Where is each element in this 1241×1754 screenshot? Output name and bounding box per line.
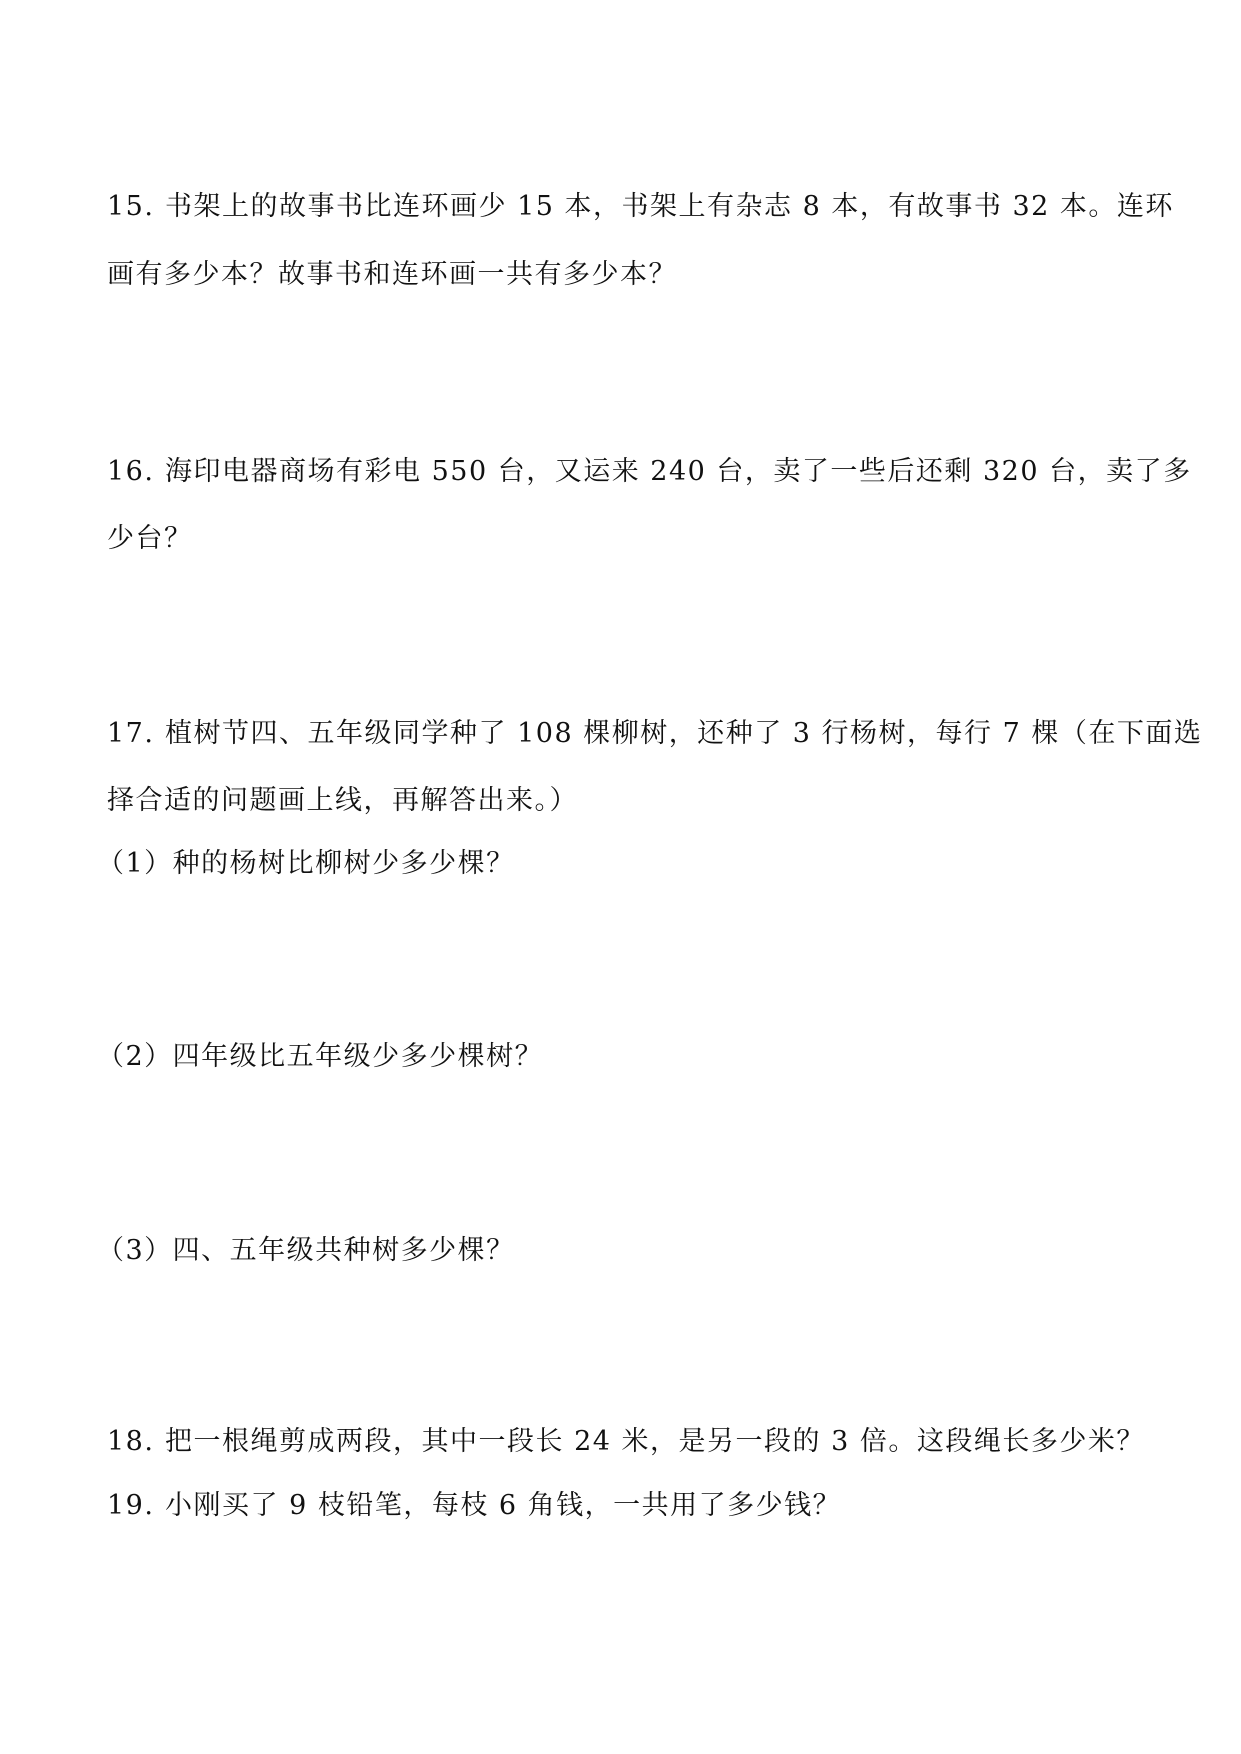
subquestion-text: （3）四、五年级共种树多少棵？ <box>97 1235 515 1266</box>
question-16-line-1 <box>107 455 1192 489</box>
question-number: 16. <box>107 456 155 487</box>
question-text: 画有多少本？故事书和连环画一共有多少本？ <box>107 259 677 290</box>
question-text: 小刚买了 9 枝铅笔，每枝 6 角钱，一共用了多少钱？ <box>165 1490 842 1521</box>
question-15-line-2 <box>107 258 677 292</box>
question-19-line-1 <box>107 1489 841 1523</box>
subquestion-1 <box>97 847 515 881</box>
subquestion-3 <box>97 1234 515 1268</box>
question-18-line-1 <box>107 1425 1145 1459</box>
question-text: 把一根绳剪成两段，其中一段长 24 米，是另一段的 3 倍。这段绳长多少米？ <box>165 1426 1145 1457</box>
question-16-line-2 <box>107 522 193 556</box>
question-number: 18. <box>107 1426 155 1457</box>
question-text: 海印电器商场有彩电 550 台，又运来 240 台，卖了一些后还剩 320 台，卖了多 <box>165 456 1192 487</box>
question-text: 植树节四、五年级同学种了 108 棵柳树，还种了 3 行杨树，每行 7 棵（在下面选 <box>165 718 1203 749</box>
question-number: 19. <box>107 1490 155 1521</box>
question-text: 书架上的故事书比连环画少 15 本，书架上有杂志 8 本，有故事书 32 本。连环 <box>165 191 1174 222</box>
question-17-line-2 <box>107 784 578 818</box>
question-text: 少台？ <box>107 523 193 554</box>
question-text: 择合适的问题画上线，再解答出来。） <box>107 785 578 816</box>
question-number: 17. <box>107 718 155 749</box>
subquestion-text: （1）种的杨树比柳树少多少棵？ <box>97 848 515 879</box>
question-17-line-1 <box>107 717 1202 751</box>
question-15-line-1 <box>107 190 1174 224</box>
subquestion-text: （2）四年级比五年级少多少棵树？ <box>97 1041 544 1072</box>
subquestion-2 <box>97 1040 543 1074</box>
question-number: 15. <box>107 191 155 222</box>
